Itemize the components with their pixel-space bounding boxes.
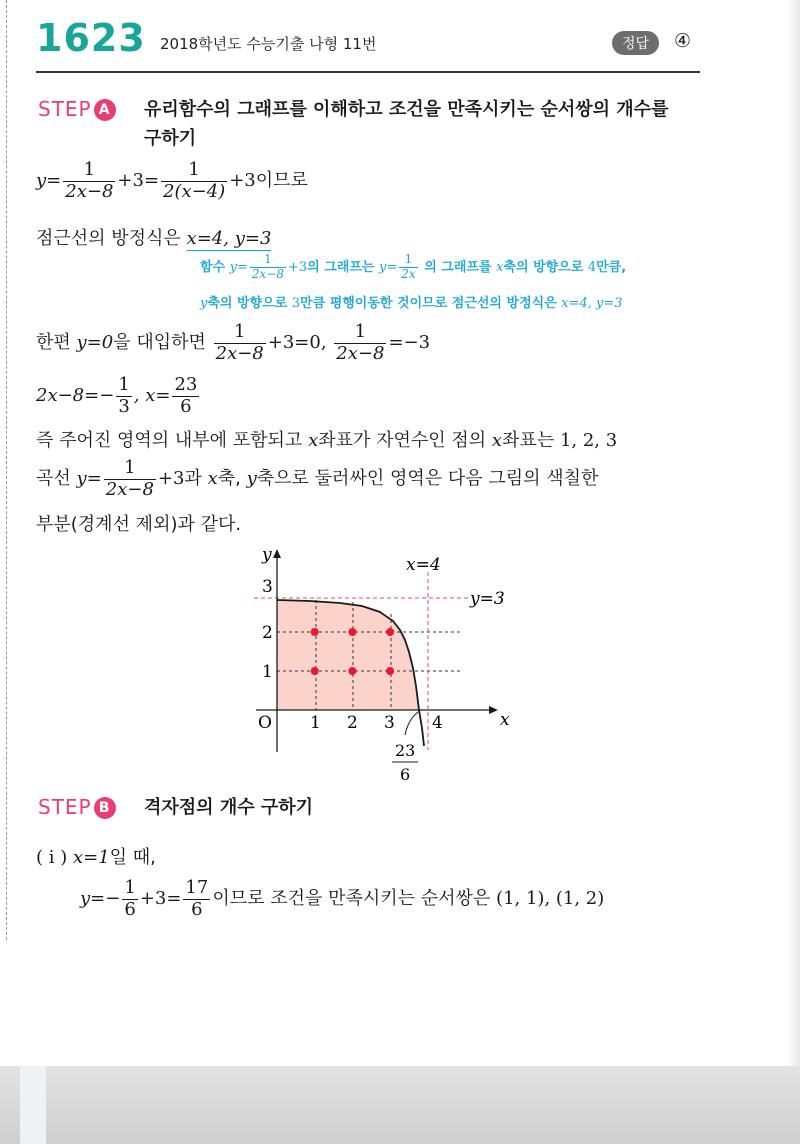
exam-source: 2018학년도 수능기출 나형 11번 bbox=[160, 35, 377, 53]
y-tick-3: 3 bbox=[262, 577, 273, 597]
step-b-title: 격자점의 개수 구하기 bbox=[144, 797, 314, 818]
asymptote-line: 점근선의 방정식은 x=4, y=3 bbox=[36, 228, 272, 249]
lattice-point bbox=[386, 667, 394, 675]
lattice-point bbox=[348, 628, 356, 636]
root-pointer bbox=[405, 712, 418, 735]
x-tick-2: 2 bbox=[347, 713, 358, 733]
page-shadow bbox=[786, 0, 800, 1144]
asymptote-x-label: x=4 bbox=[406, 555, 441, 575]
x-axis-arrow bbox=[489, 706, 498, 714]
shaded-region bbox=[277, 600, 419, 710]
origin-label: O bbox=[258, 713, 272, 733]
text-line-7: 부분(경계선 제외)과 같다. bbox=[36, 514, 242, 535]
region-graph bbox=[240, 540, 540, 790]
y-tick-1: 1 bbox=[262, 662, 273, 682]
step-a-label: STEP A bbox=[38, 97, 116, 121]
equation-line-1: y= $\frac{1}{2x-8}$ +3= $\frac{1}{2(x-4)}$ +3이므로 bbox=[36, 159, 308, 202]
answer-badge: 정답 bbox=[612, 31, 659, 55]
y-axis-label: y bbox=[262, 545, 272, 565]
x-tick-1: 1 bbox=[310, 713, 321, 733]
lattice-point bbox=[311, 667, 319, 675]
equation-line-4: 2x−8=− $\frac{1}{3}$ , x= $\frac{23}{6}$ bbox=[36, 374, 198, 417]
answer-value: ④ bbox=[674, 30, 692, 52]
lattice-point bbox=[311, 628, 319, 636]
y-axis-arrow bbox=[273, 549, 281, 558]
side-note-line-2: y축의 방향으로 3만큼 평행이동한 것이므로 점근선의 방정식은 x=4, y=3 bbox=[200, 296, 623, 311]
problem-number: 1623 bbox=[36, 16, 146, 60]
root-denominator: 6 bbox=[400, 765, 411, 784]
fraction: $\frac{1}{2(x-4)}$ bbox=[163, 159, 226, 202]
text-line-6: 곡선 y= $\frac{1}{2x-8}$ +3과 x축, y축으로 둘러싸인 영역은 다음 그림의 색칠한 bbox=[36, 457, 599, 500]
header-rule bbox=[36, 71, 700, 73]
step-a-title: 유리함수의 그래프를 이해하고 조건을 만족시키는 순서쌍의 개수를 구하기 bbox=[144, 99, 669, 149]
page-edge bbox=[6, 0, 7, 940]
x-tick-3: 3 bbox=[384, 713, 395, 733]
x-axis-label: x bbox=[500, 710, 510, 730]
root-numerator: 23 bbox=[395, 741, 416, 760]
step-a-badge: A bbox=[94, 99, 116, 121]
lattice-point bbox=[348, 667, 356, 675]
case-i-equation: y=− $\frac{1}{6}$ +3= $\frac{17}{6}$ 이므로 조건을 만족시키는 순서쌍은 (1, 1), (1, 2) bbox=[80, 877, 605, 920]
x-tick-4: 4 bbox=[432, 713, 443, 733]
lattice-point bbox=[386, 628, 394, 636]
side-note-line-1: 함수 y= $\frac{1}{2x-8}$ +3의 그래프는 y= $\frac{1}{2x}$ 의 그래프를 x축의 방향으로 4만큼, bbox=[200, 252, 627, 281]
step-b-badge: B bbox=[94, 797, 116, 819]
scan-bottom-band bbox=[0, 1066, 800, 1144]
text-line-5: 즉 주어진 영역의 내부에 포함되고 x좌표가 자연수인 점의 x좌표는 1, 2, 3 bbox=[36, 430, 618, 451]
y-tick-2: 2 bbox=[262, 623, 273, 643]
fraction: $\frac{1}{2x-8}$ bbox=[65, 159, 114, 202]
equation-line-3: 한편 y=0을 대입하면 $\frac{1}{2x-8}$ +3=0, $\frac{1}{2x-8}$ =−3 bbox=[36, 321, 431, 364]
step-b-label: STEP B bbox=[38, 795, 116, 819]
asymptote-y-label: y=3 bbox=[470, 589, 505, 609]
case-i-line: ( i ) x=1일 때, bbox=[36, 847, 156, 868]
